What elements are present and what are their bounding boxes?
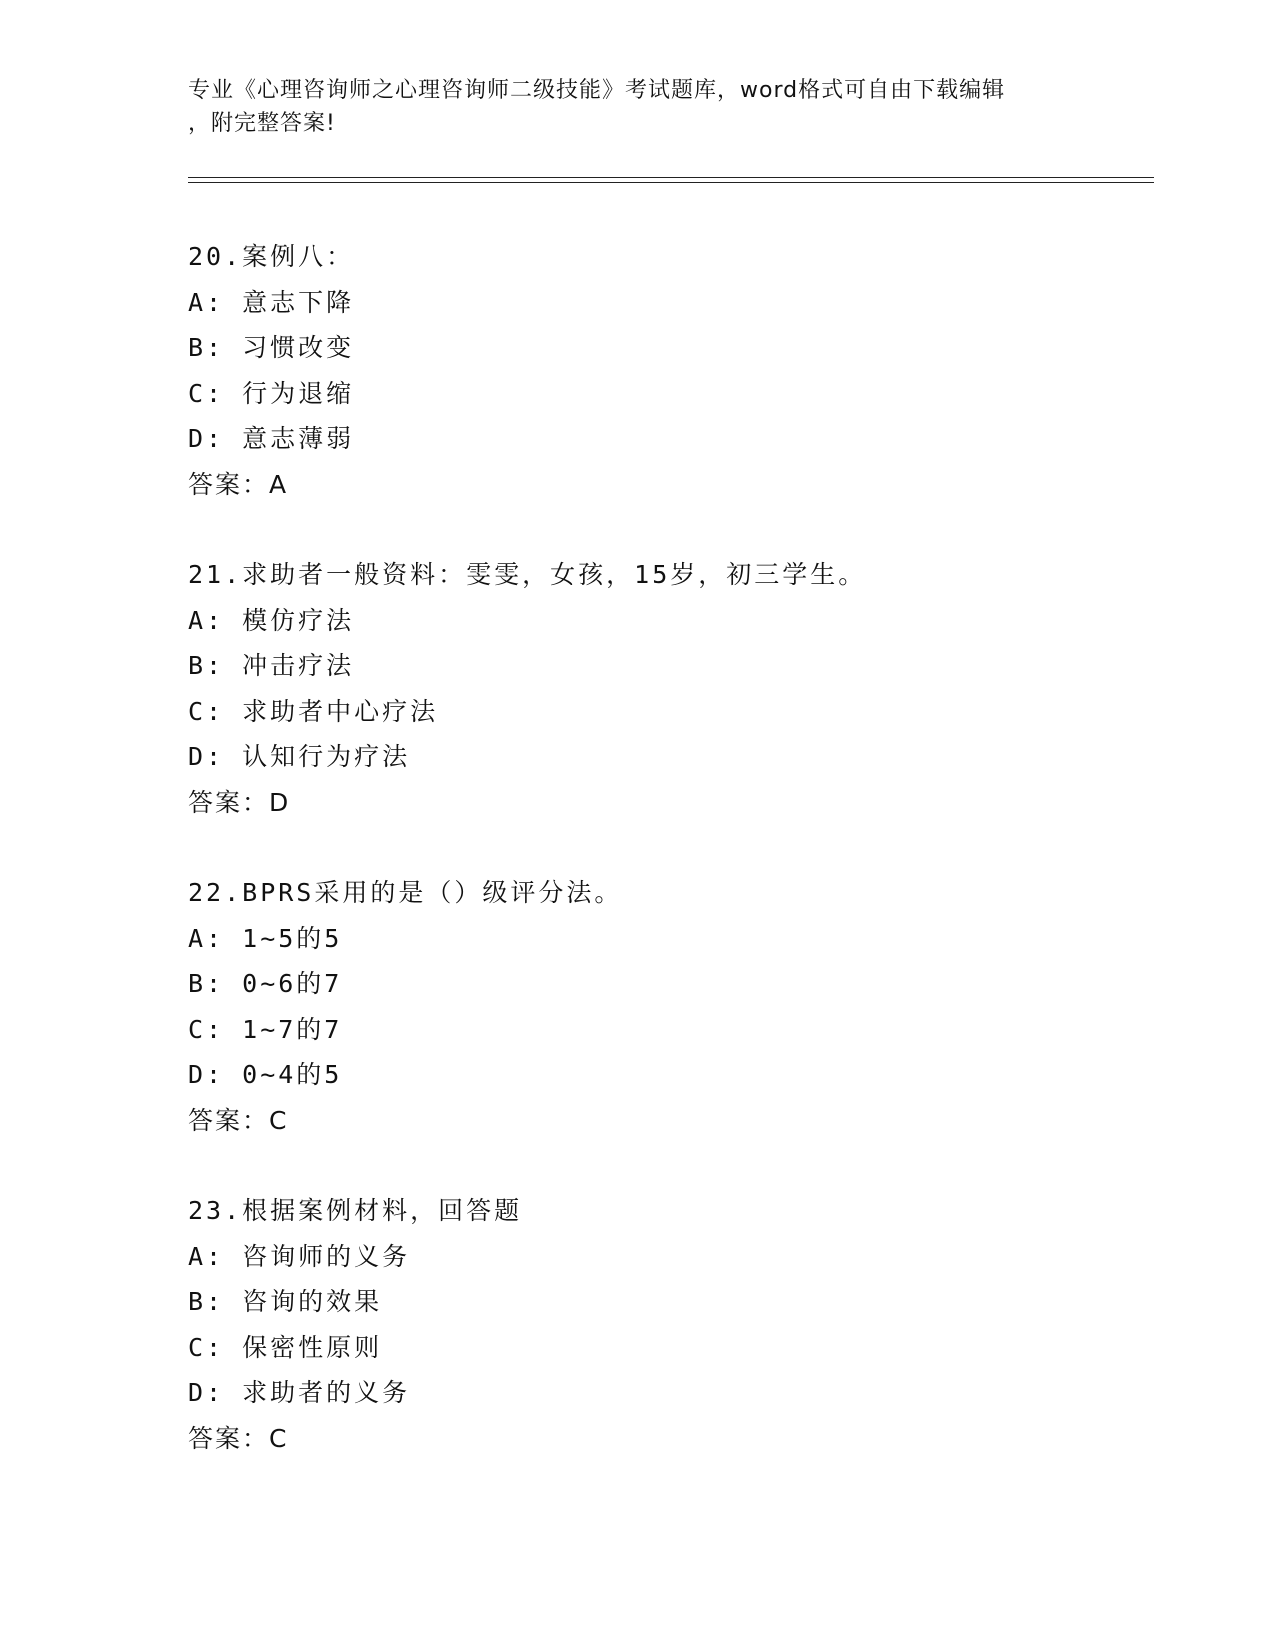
option-b: B: 咨询的效果 [188,1287,383,1316]
option-d: D: 0~4的5 [188,1060,343,1089]
question-22 [188,870,1154,1143]
option-a: A: 意志下降 [188,287,355,317]
answer-line: 答案：A [188,469,289,499]
header-divider-top [188,177,1154,178]
option-a: A: 模仿疗法 [188,605,355,635]
option-b: B: 习惯改变 [188,333,355,362]
question-21 [188,552,1154,825]
option-b: B: 0~6的7 [188,969,343,998]
option-d: D: 认知行为疗法 [188,742,411,771]
answer-line: 答案：C [188,1105,289,1135]
question-23 [188,1188,1154,1461]
header-line-1: 专业《心理咨询师之心理咨询师二级技能》考试题库，word格式可自由下载编辑 [188,78,1006,103]
option-d: D: 求助者的义务 [188,1378,411,1407]
option-c: C: 保密性原则 [188,1332,383,1362]
question-stem: 21.求助者一般资料：雯雯，女孩，15岁，初三学生。 [188,560,867,589]
question-stem: 22.BPRS采用的是（）级评分法。 [188,878,623,907]
option-a: A: 1~5的5 [188,923,343,953]
header-line-2: ，附完整答案! [188,111,336,136]
option-c: C: 求助者中心疗法 [188,696,439,726]
header-divider-bottom [188,182,1154,183]
answer-line: 答案：D [188,787,291,817]
document-header [188,74,1088,140]
question-20 [188,234,1154,507]
answer-line: 答案：C [188,1423,289,1453]
option-b: B: 冲击疗法 [188,651,355,680]
option-a: A: 咨询师的义务 [188,1241,411,1271]
option-d: D: 意志薄弱 [188,424,355,453]
question-stem: 20.案例八： [188,242,355,271]
question-stem: 23.根据案例材料，回答题 [188,1196,523,1225]
option-c: C: 1~7的7 [188,1014,343,1044]
question-list [188,234,1154,1506]
option-c: C: 行为退缩 [188,378,355,408]
